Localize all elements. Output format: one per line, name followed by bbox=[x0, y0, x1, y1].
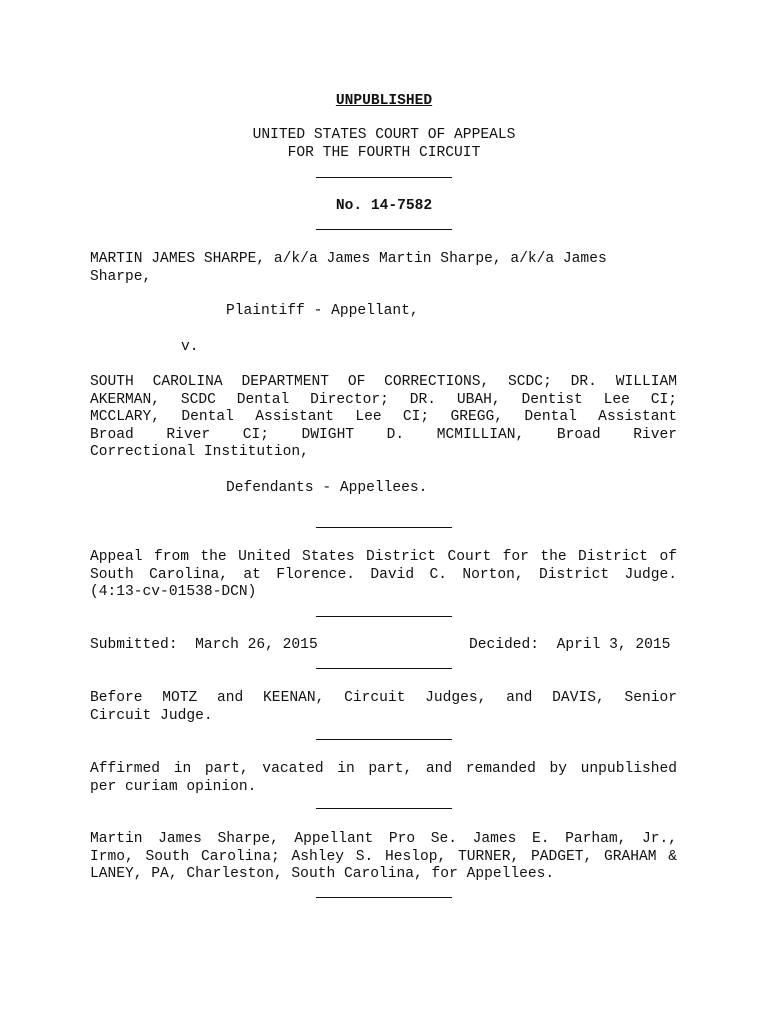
defendants-line: Broad River CI; DWIGHT D. MCMILLIAN, Broad River bbox=[90, 426, 677, 443]
panel-line: Before MOTZ and KEENAN, Circuit Judges, and DAVIS, Senior bbox=[90, 690, 677, 706]
defendants-line: MCCLARY, Dental Assistant Lee CI; GREGG, Dental Assistant bbox=[90, 409, 677, 426]
defendants-line: Correctional Institution, bbox=[90, 444, 309, 461]
appeal-block bbox=[90, 549, 677, 602]
plaintiff-role: Plaintiff - Appellant, bbox=[226, 303, 419, 319]
divider-rule bbox=[316, 177, 452, 178]
panel-block bbox=[90, 690, 677, 725]
panel-line: Circuit Judge. bbox=[90, 707, 213, 724]
counsel-line: Irmo, South Carolina; Ashley S. Heslop, TURNER, PADGET, GRAHAM & bbox=[90, 848, 677, 865]
court-name-line1: UNITED STATES COURT OF APPEALS bbox=[252, 127, 516, 143]
appeal-line: South Carolina, at Florence. David C. Norton, District Judge. bbox=[90, 566, 677, 583]
counsel-line: LANEY, PA, Charleston, South Carolina, for Appellees. bbox=[90, 866, 555, 883]
court-name-line2: FOR THE FOURTH CIRCUIT bbox=[287, 145, 481, 161]
divider-rule bbox=[316, 897, 452, 898]
divider-rule bbox=[316, 668, 452, 669]
submitted-date: Submitted: March 26, 2015 bbox=[90, 637, 318, 653]
case-number: No. 14-7582 bbox=[335, 198, 433, 214]
decided-date: Decided: April 3, 2015 bbox=[469, 637, 671, 653]
counsel-line: Martin James Sharpe, Appellant Pro Se. James E. Parham, Jr., bbox=[90, 831, 677, 847]
versus: v. bbox=[181, 339, 199, 355]
appeal-line: (4:13-cv-01538-DCN) bbox=[90, 584, 257, 601]
divider-rule bbox=[316, 739, 452, 740]
divider-rule bbox=[316, 527, 452, 528]
divider-rule bbox=[316, 808, 452, 809]
plaintiff-name-line1: MARTIN JAMES SHARPE, a/k/a James Martin Sharpe, a/k/a James bbox=[90, 251, 607, 267]
disposition-line: per curiam opinion. bbox=[90, 778, 257, 795]
divider-rule bbox=[316, 229, 452, 230]
plaintiff-name-line2: Sharpe, bbox=[90, 269, 152, 285]
defendants-role: Defendants - Appellees. bbox=[226, 480, 428, 496]
counsel-block bbox=[90, 831, 677, 884]
divider-rule bbox=[316, 616, 452, 617]
disposition-line: Affirmed in part, vacated in part, and remanded by unpublished bbox=[90, 761, 677, 777]
defendants-line: AKERMAN, SCDC Dental Director; DR. UBAH, Dentist Lee CI; bbox=[90, 391, 677, 408]
defendants-line: SOUTH CAROLINA DEPARTMENT OF CORRECTIONS, SCDC; DR. WILLIAM bbox=[90, 374, 677, 390]
defendants-block bbox=[90, 374, 677, 462]
appeal-line: Appeal from the United States District Court for the District of bbox=[90, 549, 677, 565]
unpublished-label: UNPUBLISHED bbox=[335, 93, 433, 109]
disposition-block bbox=[90, 761, 677, 796]
